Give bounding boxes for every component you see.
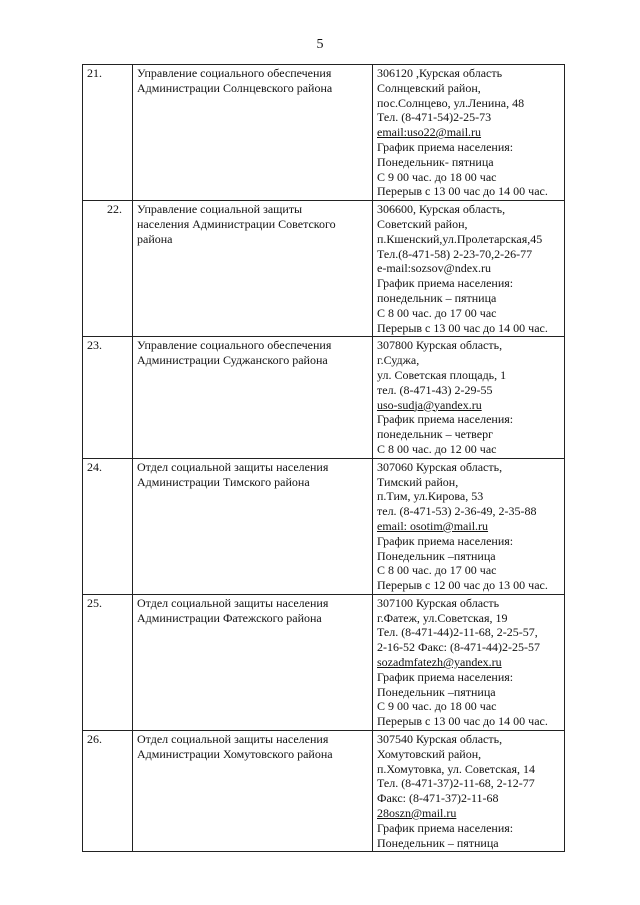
contact-info — [373, 731, 565, 852]
phone-line: Тел. (8-471-54)2-25-73 — [377, 110, 492, 125]
district-line: Советский район, — [377, 216, 468, 231]
institution-name-line: Администрации Хомутовского района — [137, 746, 333, 761]
city-line: г.Суджа, — [377, 353, 420, 368]
schedule-hours: С 9 00 час. до 18 00 час — [377, 169, 497, 184]
institution-name-line: Администрации Тимского района — [137, 474, 310, 489]
street-address: п.Хомутовка, ул. Советская, 14 — [377, 761, 536, 776]
phone-line: Тел. (8-471-37)2-11-68, 2-12-77 — [377, 776, 535, 791]
phone-line: Тел.(8-471-58) 2-23-70,2-26-77 — [377, 246, 533, 261]
email-link[interactable]: sozadmfatezh@yandex.ru — [377, 655, 502, 670]
institution-name-line: Отдел социальной защиты населения — [137, 459, 329, 474]
table-row — [83, 594, 565, 730]
schedule-heading: График приема населения: — [377, 276, 514, 291]
phone-line: Тел. (8-471-44)2-11-68, 2-25-57, — [377, 625, 538, 640]
street-address: п.Кшенский,ул.Пролетарская,45 — [377, 231, 543, 246]
table-row — [83, 201, 565, 337]
institution-name-line: Администрации Суджанского района — [137, 353, 328, 368]
schedule-days: Понедельник – пятница — [377, 835, 499, 850]
schedule-break: Перерыв с 12 00 час до 13 00 час. — [377, 578, 548, 593]
schedule-days: Понедельник –пятница — [377, 684, 496, 699]
street-address: пос.Солнцево, ул.Ленина, 48 — [377, 95, 525, 110]
schedule-hours: С 8 00 час. до 17 00 час — [377, 305, 497, 320]
district-line: Хомутовский район, — [377, 746, 482, 761]
schedule-heading: График приема населения: — [377, 533, 514, 548]
district-line: Тимский район, — [377, 474, 459, 489]
table-row — [83, 65, 565, 201]
row-number: 21. — [83, 65, 133, 201]
table-row — [83, 337, 565, 458]
fax-line: 2-16-52 Факс: (8-471-44)2-25-57 — [377, 640, 540, 655]
contact-info — [373, 65, 565, 201]
institution-name-line: Отдел социальной защиты населения — [137, 732, 329, 747]
schedule-break: Перерыв с 13 00 час до 14 00 час. — [377, 320, 548, 335]
schedule-days: Понедельник –пятница — [377, 548, 496, 563]
institution-name-line: Управление социального обеспечения — [137, 338, 332, 353]
street-address: ул. Советская площадь, 1 — [377, 367, 507, 382]
schedule-break: Перерыв с 13 00 час до 14 00 час. — [377, 184, 548, 199]
schedule-hours: С 8 00 час. до 12 00 час — [377, 441, 497, 456]
schedule-heading: График приема населения: — [377, 820, 514, 835]
registry-table — [82, 64, 565, 852]
institution-name-line: Управление социального обеспечения — [137, 66, 332, 80]
email-link[interactable]: uso-sudja@yandex.ru — [377, 397, 482, 412]
table-row — [83, 731, 565, 852]
email-link[interactable]: email: osotim@mail.ru — [377, 518, 489, 533]
schedule-heading: График приема населения: — [377, 139, 514, 154]
institution-name-line: Администрации Солнцевского района — [137, 80, 333, 95]
email-link[interactable]: 28oszn@mail.ru — [377, 806, 457, 821]
postal-address: 307100 Курская область — [377, 595, 500, 610]
schedule-hours: С 8 00 час. до 17 00 час — [377, 563, 497, 578]
phone-line: тел. (8-471-53) 2-36-49, 2-35-88 — [377, 504, 537, 519]
schedule-days: Понедельник- пятница — [377, 154, 494, 169]
institution-name — [133, 337, 373, 458]
contact-info — [373, 337, 565, 458]
institution-name — [133, 731, 373, 852]
schedule-break: Перерыв с 13 00 час до 14 00 час. — [377, 714, 548, 729]
institution-name — [133, 65, 373, 201]
postal-address: 307800 Курская область, — [377, 338, 503, 353]
institution-name — [133, 201, 373, 337]
institution-name-line: района — [137, 231, 173, 246]
contact-info — [373, 201, 565, 337]
postal-address: 307060 Курская область, — [377, 459, 503, 474]
schedule-days: понедельник – пятница — [377, 290, 497, 305]
postal-address: 306600, Курская область, — [377, 202, 506, 217]
postal-address: 306120 ,Курская область — [377, 66, 503, 80]
schedule-heading: График приема населения: — [377, 669, 514, 684]
contact-info — [373, 594, 565, 730]
row-number: 23. — [83, 337, 133, 458]
street-address: г.Фатеж, ул.Советская, 19 — [377, 610, 508, 625]
street-address: п.Тим, ул.Кирова, 53 — [377, 489, 484, 504]
phone-line: тел. (8-471-43) 2-29-55 — [377, 382, 493, 397]
institution-name — [133, 594, 373, 730]
contact-info — [373, 458, 565, 594]
row-number: 24. — [83, 458, 133, 594]
institution-name-line: Отдел социальной защиты населения — [137, 595, 329, 610]
table-row — [83, 458, 565, 594]
district-line: Солнцевский район, — [377, 80, 481, 95]
row-number: 25. — [83, 594, 133, 730]
schedule-days: понедельник – четверг — [377, 427, 494, 442]
institution-name-line: Администрации Фатежского района — [137, 610, 322, 625]
schedule-hours: С 9 00 час. до 18 00 час — [377, 699, 497, 714]
institution-name-line: Управление социальной защиты — [137, 202, 303, 217]
institution-name — [133, 458, 373, 594]
page-number: 5 — [316, 37, 324, 52]
email-link[interactable]: email:uso22@mail.ru — [377, 125, 482, 140]
institution-name-line: населения Администрации Советского — [137, 216, 336, 231]
row-number: 22. — [83, 201, 133, 337]
registry-table-body — [83, 65, 565, 852]
schedule-heading: График приема населения: — [377, 412, 514, 427]
email-line: e-mail:sozsov@ndex.ru — [377, 261, 492, 276]
row-number: 26. — [83, 731, 133, 852]
fax-line: Факс: (8-471-37)2-11-68 — [377, 791, 499, 806]
postal-address: 307540 Курская область, — [377, 732, 503, 747]
